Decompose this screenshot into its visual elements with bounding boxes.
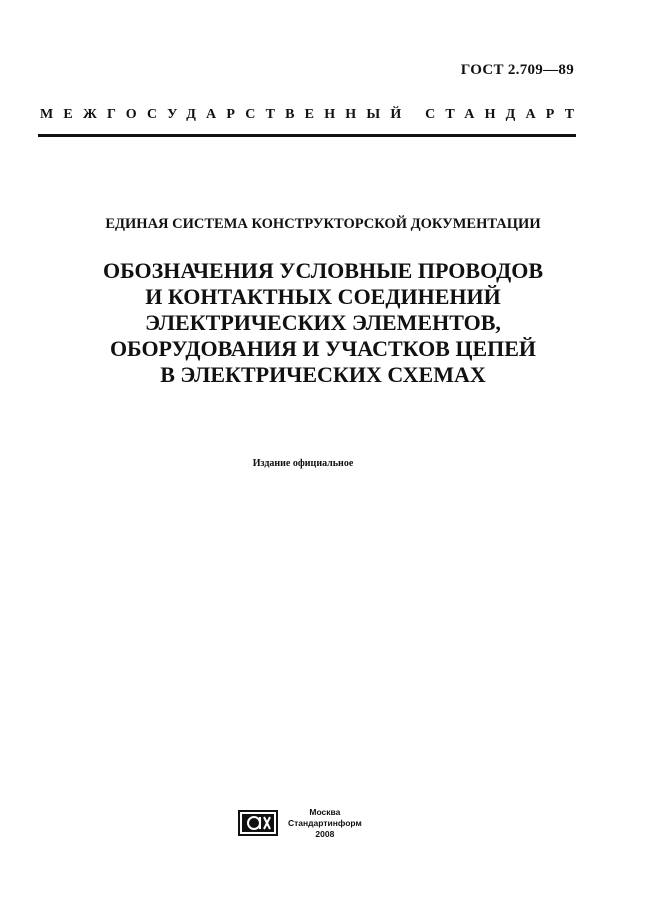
standard-code: ГОСТ 2.709—89 [460, 62, 574, 78]
title-line: ЭЛЕКТРИЧЕСКИХ ЭЛЕМЕНТОВ, [145, 310, 501, 335]
title-line: И КОНТАКТНЫХ СОЕДИНЕНИЙ [145, 284, 501, 309]
publisher-imprint [288, 807, 362, 840]
title-line: ОБОЗНАЧЕНИЯ УСЛОВНЫЕ ПРОВОДОВ [102, 258, 544, 283]
header-divider [38, 134, 576, 137]
system-name: ЕДИНАЯ СИСТЕМА КОНСТРУКТОРСКОЙ ДОКУМЕНТАЦИИ [105, 216, 541, 232]
title-line: В ЭЛЕКТРИЧЕСКИХ СХЕМАХ [160, 362, 486, 387]
publisher-name: Стандартинформ [288, 817, 362, 828]
document-title [0, 258, 646, 388]
title-line: ОБОРУДОВАНИЯ И УЧАСТКОВ ЦЕПЕЙ [109, 336, 537, 361]
publisher-year: 2008 [315, 828, 335, 839]
standard-type: МЕЖГОСУДАРСТВЕННЫЙ СТАНДАРТ [40, 107, 585, 122]
publisher-city: Москва [309, 806, 341, 817]
edition-note: Издание официальное [252, 458, 354, 469]
standartinform-logo-icon [236, 808, 280, 838]
publisher-block [236, 805, 362, 841]
